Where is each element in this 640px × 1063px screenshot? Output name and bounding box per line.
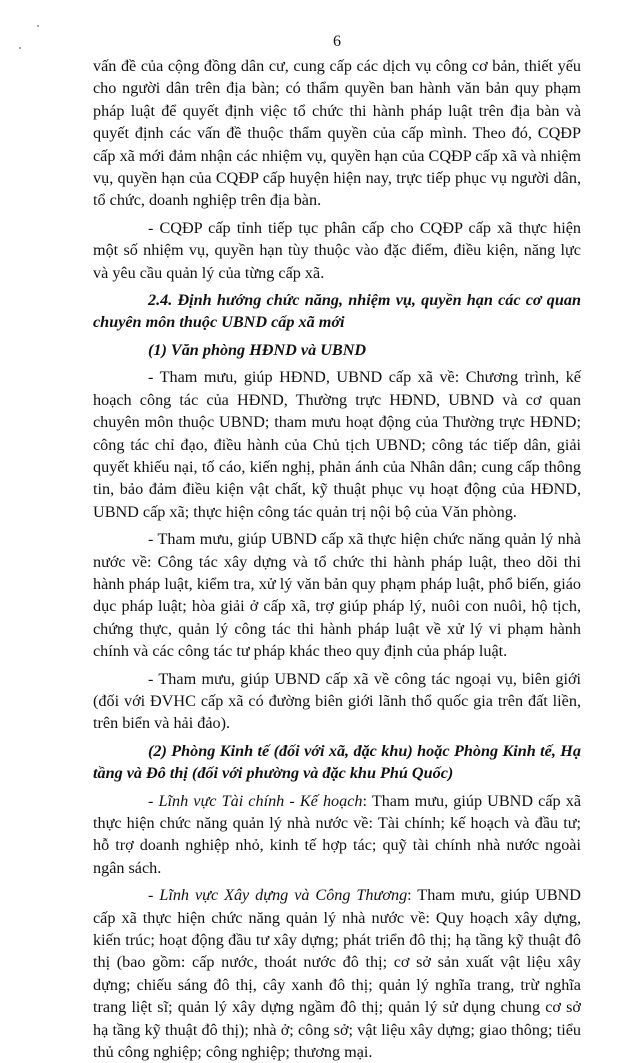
paragraph-construction-trade xyxy=(93,884,581,1063)
scan-speck xyxy=(37,25,39,27)
field-text-construction: : Tham mưu, giúp UBND cấp xã thực hiện chức năng quản lý nhà nước về: Quy hoạch xây dựng, kiến trúc; hoạt động đầu tư xây dựng; phát triển đô thị; hạ tầng kỹ thuật đô thị (bao gồm: cấp nước, thoát nước đô thị; cơ sở sản xuất vật liệu xây dựng; chiếu sáng đô thị, cây xanh đô thị; quản lý nghĩa trang, trừ nghĩa trang liệt sĩ; quản lý xây dựng ngầm đô thị; quản lý sử dụng chung cơ sở hạ tầng kỹ thuật đô thị); nhà ở; công sở; vật liệu xây dựng; giao thông; tiểu thủ công nghiệp; công nghiệp; thương mại. xyxy=(93,886,581,1062)
document-page xyxy=(93,0,581,1063)
paragraph-office-duties-2: - Tham mưu, giúp UBND cấp xã thực hiện chức năng quản lý nhà nước về: Công tác xây dựng và tổ chức thi hành pháp luật, theo dõi thi hành pháp luật, kiểm tra, xử lý văn bản quy phạm pháp luật, phổ biến, giáo dục pháp luật; hòa giải ở cấp xã, trợ giúp pháp lý, nuôi con nuôi, hộ tịch, chứng thực, quản lý công tác thi hành pháp luật về xử lý vi phạm hành chính và các công tác tư pháp khác theo quy định của pháp luật. xyxy=(93,530,581,661)
field-text-finance: : Tham mưu, giúp UBND cấp xã thực hiện chức năng quản lý nhà nước về: Tài chính; kế hoạch và đầu tư; hỗ trợ doanh nghiệp nhỏ, kinh tế hợp tác; quỹ tài chính nhà nước ngoài ngân sách. xyxy=(93,791,581,877)
field-label-finance: Lĩnh vực Tài chính - Kế hoạch xyxy=(158,791,363,810)
paragraph-office-duties-3: - Tham mưu, giúp UBND cấp xã về công tác ngoại vụ, biên giới (đối với ĐVHC cấp xã có đường biên giới lãnh thổ quốc gia trên đất liền, trên biển và hải đảo). xyxy=(93,669,581,733)
scan-speck xyxy=(19,47,21,49)
subsection-heading-office: (1) Văn phòng HĐND và UBND xyxy=(148,340,367,359)
section-heading-2-4: 2.4. Định hướng chức năng, nhiệm vụ, quyền hạn các cơ quan chuyên môn thuộc UBND cấp xã mới xyxy=(93,291,581,332)
dash: - xyxy=(148,791,159,810)
field-label-construction: Lĩnh vực Xây dựng và Công Thương xyxy=(159,886,408,905)
page-number: 6 xyxy=(333,33,341,50)
dash: - xyxy=(148,886,160,905)
paragraph-office-duties-1: - Tham mưu, giúp HĐND, UBND cấp xã về: Chương trình, kế hoạch công tác của HĐND, Thường trực HĐND, UBND và cơ quan chuyên môn thuộc UBND; tham mưu hoạt động của Thường trực HĐND; công tác chỉ đạo, điều hành của Chủ tịch UBND; công tác tiếp dân, giải quyết khiếu nại, tố cáo, kiến nghị, phản ánh của Nhân dân; cung cấp thông tin, bảo đảm điều kiện vật chất, kỹ thuật phục vụ hoạt động của HĐND, UBND cấp xã; thực hiện công tác quản trị nội bộ của Văn phòng. xyxy=(93,368,581,521)
subsection-heading-economy: (2) Phòng Kinh tế (đối với xã, đặc khu) hoặc Phòng Kinh tế, Hạ tầng và Đô thị (đối với phường và đặc khu Phú Quốc) xyxy=(93,741,581,783)
paragraph-decentralization: - CQĐP cấp tỉnh tiếp tục phân cấp cho CQĐP cấp xã thực hiện một số nhiệm vụ, quyền hạn tùy thuộc vào đặc điểm, điều kiện, năng lực và yêu cầu quản lý của từng cấp xã. xyxy=(93,218,581,282)
paragraph-continuation: vấn đề của cộng đồng dân cư, cung cấp các dịch vụ công cơ bản, thiết yếu cho người dân trên địa bàn; có thẩm quyền ban hành văn bản quy phạm pháp luật để quyết định việc tổ chức thi hành pháp luật trên địa bàn và quyết định các vấn đề thuộc thẩm quyền của cấp mình. Theo đó, CQĐP cấp xã mới đảm nhận các nhiệm vụ, quyền hạn của CQĐP cấp xã và nhiệm vụ, quyền hạn của CQĐP cấp huyện hiện nay, trực tiếp phục vụ người dân, tổ chức, doanh nghiệp trên địa bàn. xyxy=(93,57,581,210)
paragraph-finance-planning xyxy=(93,790,581,880)
